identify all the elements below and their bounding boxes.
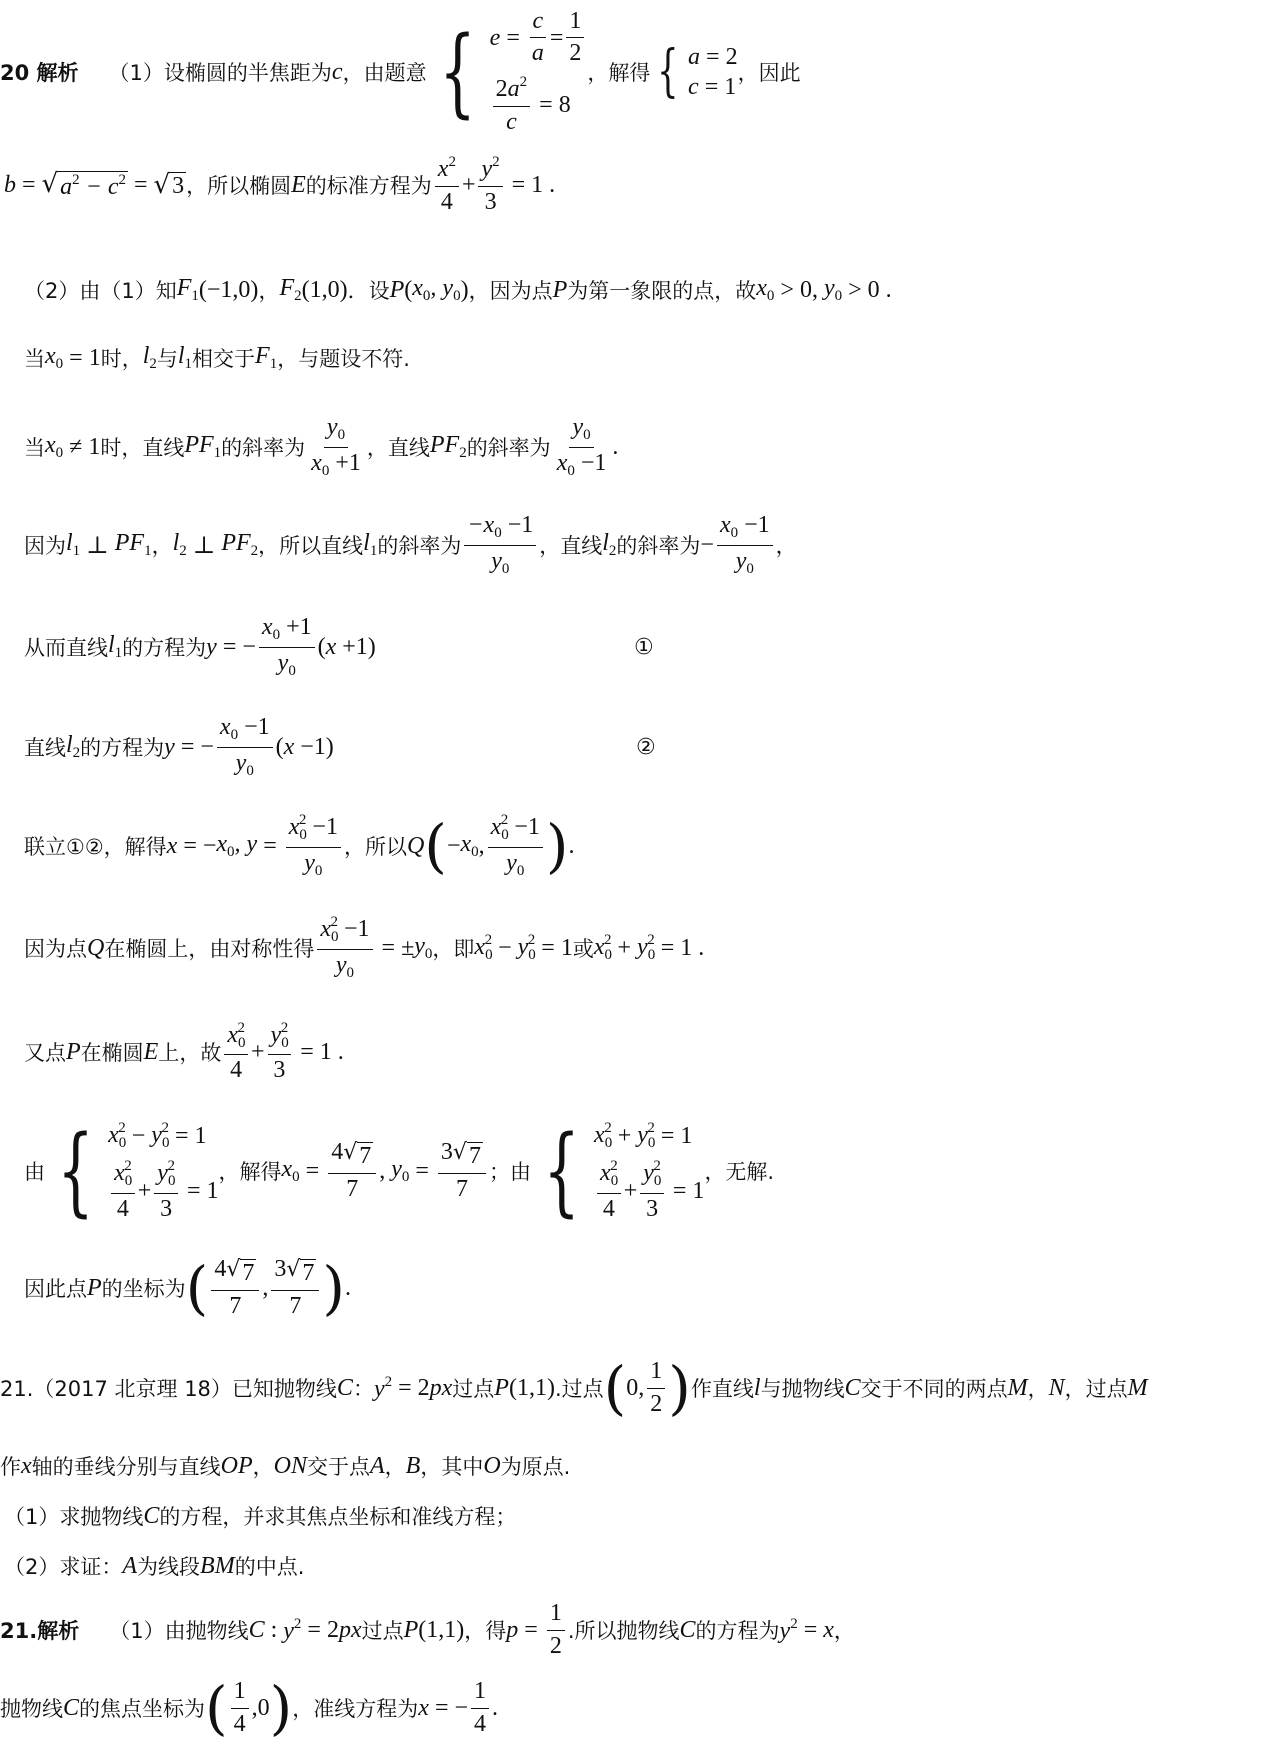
- q21-meets: 与抛物线: [760, 1377, 845, 1401]
- circle-1: ①: [634, 634, 654, 660]
- P-on-ellipse-line: 又点 P 在椭圆 E 上，故 $\frac{x_0^2}{4}$ + $\frac{y_0^2}{3}$ = 1 .: [24, 1019, 344, 1083]
- ecc-system: e = $\frac{c}{a}$ = $\frac{1}{2}$ $\frac{2a^2}{c}$ = 8: [490, 8, 588, 136]
- q21-sub1-b: 的方程，并求其焦点坐标和准线方程；: [159, 1505, 517, 1529]
- sol20-p1-end: ，因此: [737, 61, 801, 85]
- so-Q: ，所以: [343, 835, 407, 859]
- when-x0-ne-1: 当 $x_0$ ≠ 1 时，直线 $PF_1$ 的斜率为 $\frac{y_0}{x_0 +1}$ ，直线 $PF_2$ 的斜率为 $\frac{y_0}{x_0 -1}$ .: [24, 414, 619, 479]
- sol21-line1: 21.解析 （1）由抛物线 C : $y^2$ = 2 px 过点 P (1,1) ，得 p = $\frac{1}{2}$ .所以抛物线 C 的方程为 $y^2$ = x ，: [0, 1599, 855, 1659]
- sol20-p1-mid: ，由题意: [342, 61, 427, 85]
- q21-sub2-a: （2）求证：: [4, 1555, 123, 1579]
- slope-of: 的斜率为: [466, 436, 551, 460]
- when-e: ，与题设不符.: [277, 347, 410, 371]
- q21-l2-e: 为原点.: [500, 1455, 571, 1479]
- no-sol: ，无解.: [704, 1160, 775, 1184]
- system-a: $x_0^2$ − $y_0^2$ = 1 $\frac{x_0^2}{4}$ + $\frac{y_0^2}{3}$ = 1: [108, 1119, 219, 1222]
- join: 联立①②，解得: [24, 835, 167, 859]
- perp-slopes-line: 因为 $l_1$ ⊥ $PF_1$ ， $l_2$ ⊥ $PF_2$ ，所以直线 $l_1$ 的斜率为 $\frac{-x_0 -1}{y_0}$ ，直线 $l_2$ 的斜率为 − $\frac{x_0 -1}{y_0}$ ，: [24, 512, 797, 577]
- sol21-c: ，得: [464, 1619, 507, 1643]
- q21-through-pt: .过点: [554, 1377, 604, 1401]
- l1-equation: 从而直线 $l_1$ 的方程为 y = − $\frac{x_0 +1}{y_0}$ ( x +1) ①: [24, 614, 654, 679]
- q21-sub1: （1）求抛物线 C 的方程，并求其焦点坐标和准线方程；: [4, 1502, 517, 1529]
- q21-comma: ，: [1027, 1377, 1049, 1401]
- when-x0-eq-1: 当 $x_0$ = 1 时， $l_2$ 与 $l_1$ 相交于 $F_1$ ，与题设不符.: [24, 343, 410, 372]
- system-brace: {: [57, 1115, 94, 1227]
- when-d: 相交于: [192, 347, 256, 371]
- sol21-g: 的焦点坐标为: [79, 1697, 206, 1721]
- solve-get: ，解得: [218, 1160, 282, 1184]
- q21-make-line: 作直线: [690, 1377, 754, 1401]
- when-a: 当: [24, 436, 45, 460]
- two-systems-line: 由 { $x_0^2$ − $y_0^2$ = 1 $\frac{x_0^2}{4}$ + $\frac{y_0^2}{3}$ = 1 ，解得 $x_0$ = 4 √ 7 7 , $y_0$ = 3 √ 7 7 ；由 { $x_0^2$ + $y_0^2$ = 1 $\frac{x_0^2}{4}$ + $\frac{y_0^2}{3}$ = 1 ，无解.: [24, 1115, 775, 1227]
- joint-solve-line: 联立①②，解得 x = − $x_0$, y = $\frac{x_0^2 -1}{y_0}$ ，所以 Q ( − $x_0$ , $\frac{x_0^2 -1}{y_0}$ ) .: [24, 812, 575, 880]
- sol21-e: 的方程为: [695, 1619, 780, 1643]
- from: 由: [24, 1160, 45, 1184]
- sol21-b: 过点: [361, 1619, 404, 1643]
- sol20-p2-text2: 的标准方程为: [305, 174, 432, 198]
- or: 或: [572, 937, 594, 961]
- q21-sub2: （2）求证： A 为线段 BM 的中点.: [4, 1552, 305, 1579]
- so-line: ，所以直线: [258, 534, 364, 558]
- part2-intro: （2）由（1）知: [24, 279, 177, 303]
- P-on-a: 又点: [24, 1041, 66, 1065]
- q21-head: 21.（2017 北京理 18）已知抛物线: [0, 1377, 337, 1401]
- P-on-b: 在椭圆: [80, 1041, 144, 1065]
- l2-equation: 直线 $l_2$ 的方程为 y = − $\frac{x_0 -1}{y_0}$ ( x −1) ②: [24, 714, 656, 779]
- q21-sub2-b: 为线段: [137, 1555, 201, 1579]
- system-brace: {: [657, 39, 679, 104]
- q21-through-M: ，过点: [1064, 1377, 1128, 1401]
- q21-sub2-c: 的中点.: [234, 1555, 305, 1579]
- sol21-h: ，准线方程为: [292, 1697, 419, 1721]
- when-a: 当: [24, 347, 45, 371]
- line-word: 直线: [24, 736, 66, 760]
- because: 因为: [24, 534, 66, 558]
- q21-passes: 过点: [452, 1377, 495, 1401]
- q21-l2-a: 作: [0, 1455, 21, 1479]
- eq-of: 的方程为: [80, 736, 165, 760]
- a-c-system: a = 2 c = 1: [688, 44, 738, 100]
- slope-of: 的斜率为: [221, 436, 306, 460]
- sol20-part1-line: 20 解析 （1）设椭圆的半焦距为 c ，由题意 { e = $\frac{c}{a}$ = $\frac{1}{2}$ $\frac{2a^2}{c}$ = 8 ，解得 { a = 2 c = 1 ，因此: [0, 7, 801, 135]
- when-ne-b: 时，直线: [100, 436, 185, 460]
- q21-l2-d: ，其中: [420, 1455, 484, 1479]
- q21-line1: 21.（2017 北京理 18）已知抛物线 C ： $y^2$ = 2 px 过点 P (1,1) .过点 ( 0, $\frac{1}{2}$ ) 作直线 l 与抛物线 C 交于不同的两点 M ， N ，过点 M: [0, 1354, 1148, 1422]
- system-brace: {: [543, 1115, 580, 1227]
- q21-sub1-a: （1）求抛物线: [4, 1505, 144, 1529]
- thus-line: 从而直线: [24, 636, 108, 660]
- when-c: 与: [156, 347, 178, 371]
- sol20-p2-text: ，所以椭圆: [186, 174, 292, 198]
- Q-on-a: 因为点: [24, 937, 87, 961]
- q21-meets2: 交于不同的两点: [860, 1377, 1008, 1401]
- hence-P2: 的坐标为: [101, 1277, 186, 1301]
- P-on-c: 上，故: [158, 1041, 222, 1065]
- ie: ，即: [432, 937, 475, 961]
- Q-on-ellipse-line: 因为点 Q 在椭圆上，由对称性得 $\frac{x_0^2 -1}{y_0}$ = ± $y_0$ ，即 $x_0^2$ − $y_0^2$ = 1 或 $x_0^2$ + $y_0^2$ = 1 .: [24, 914, 705, 981]
- P-coordinates-line: 因此点 P 的坐标为 ( 4 √ 7 7 , 3 √ 7 7 ) .: [24, 1254, 352, 1322]
- q21-line2: 作 x 轴的垂线分别与直线 OP ， ON 交于点 A ， B ，其中 O 为原点.: [0, 1452, 571, 1479]
- system-b: $x_0^2$ + $y_0^2$ = 1 $\frac{x_0^2}{4}$ + $\frac{y_0^2}{3}$ = 1: [594, 1119, 705, 1222]
- sol21-a: （1）由抛物线: [109, 1619, 249, 1643]
- sol20-part2-line: （2）由（1）知 $F_1$ (−1,0) ， $F_2$ (1,0) ．设 P ( $x_0$, $y_0$ ) ，因为点 P 为第一象限的点，故 $x_0$ > 0, $y_0$ > 0 .: [24, 275, 892, 304]
- q21-l2-c: 交于点: [307, 1455, 370, 1479]
- q21-l2-b: 轴的垂线分别与直线: [31, 1455, 221, 1479]
- sol20-label: 20 解析: [0, 61, 79, 85]
- sol20-b-line: b = √ $a^2 - c^2$ = √ 3 ，所以椭圆 E 的标准方程为 $\frac{x^2}{4}$ + $\frac{y^2}{3}$ = 1 .: [4, 153, 556, 215]
- part2-because: ，因为点: [468, 279, 553, 303]
- comma-line: ，直线: [366, 436, 430, 460]
- slope-of: 的斜率为: [616, 534, 701, 558]
- sol21-label: 21.解析: [0, 1619, 80, 1643]
- semicolon-from: ；由: [488, 1160, 531, 1184]
- when-b: 时，: [100, 347, 143, 371]
- part2-set: ．设: [347, 279, 390, 303]
- sol20-p1-intro: （1）设椭圆的半焦距为: [108, 61, 332, 85]
- part2-quad: 为第一象限的点，故: [567, 279, 757, 303]
- hence-P: 因此点: [24, 1277, 87, 1301]
- Q-on-b: 在椭圆上，由对称性得: [104, 937, 315, 961]
- sol21-line2: 抛物线 C 的焦点坐标为 ( $\frac{1}{4}$ ,0 ) ，准线方程为 x = − $\frac{1}{4}$ .: [0, 1674, 499, 1742]
- comma-line: ，直线: [539, 534, 603, 558]
- sol21-f: 抛物线: [0, 1697, 63, 1721]
- eq-of: 的方程为: [122, 636, 207, 660]
- system-brace: {: [438, 16, 476, 128]
- sol20-p1-solve: ，解得: [587, 61, 651, 85]
- sol21-d: .所以抛物线: [567, 1619, 680, 1643]
- slope-of: 的斜率为: [377, 534, 462, 558]
- circle-2: ②: [636, 734, 656, 760]
